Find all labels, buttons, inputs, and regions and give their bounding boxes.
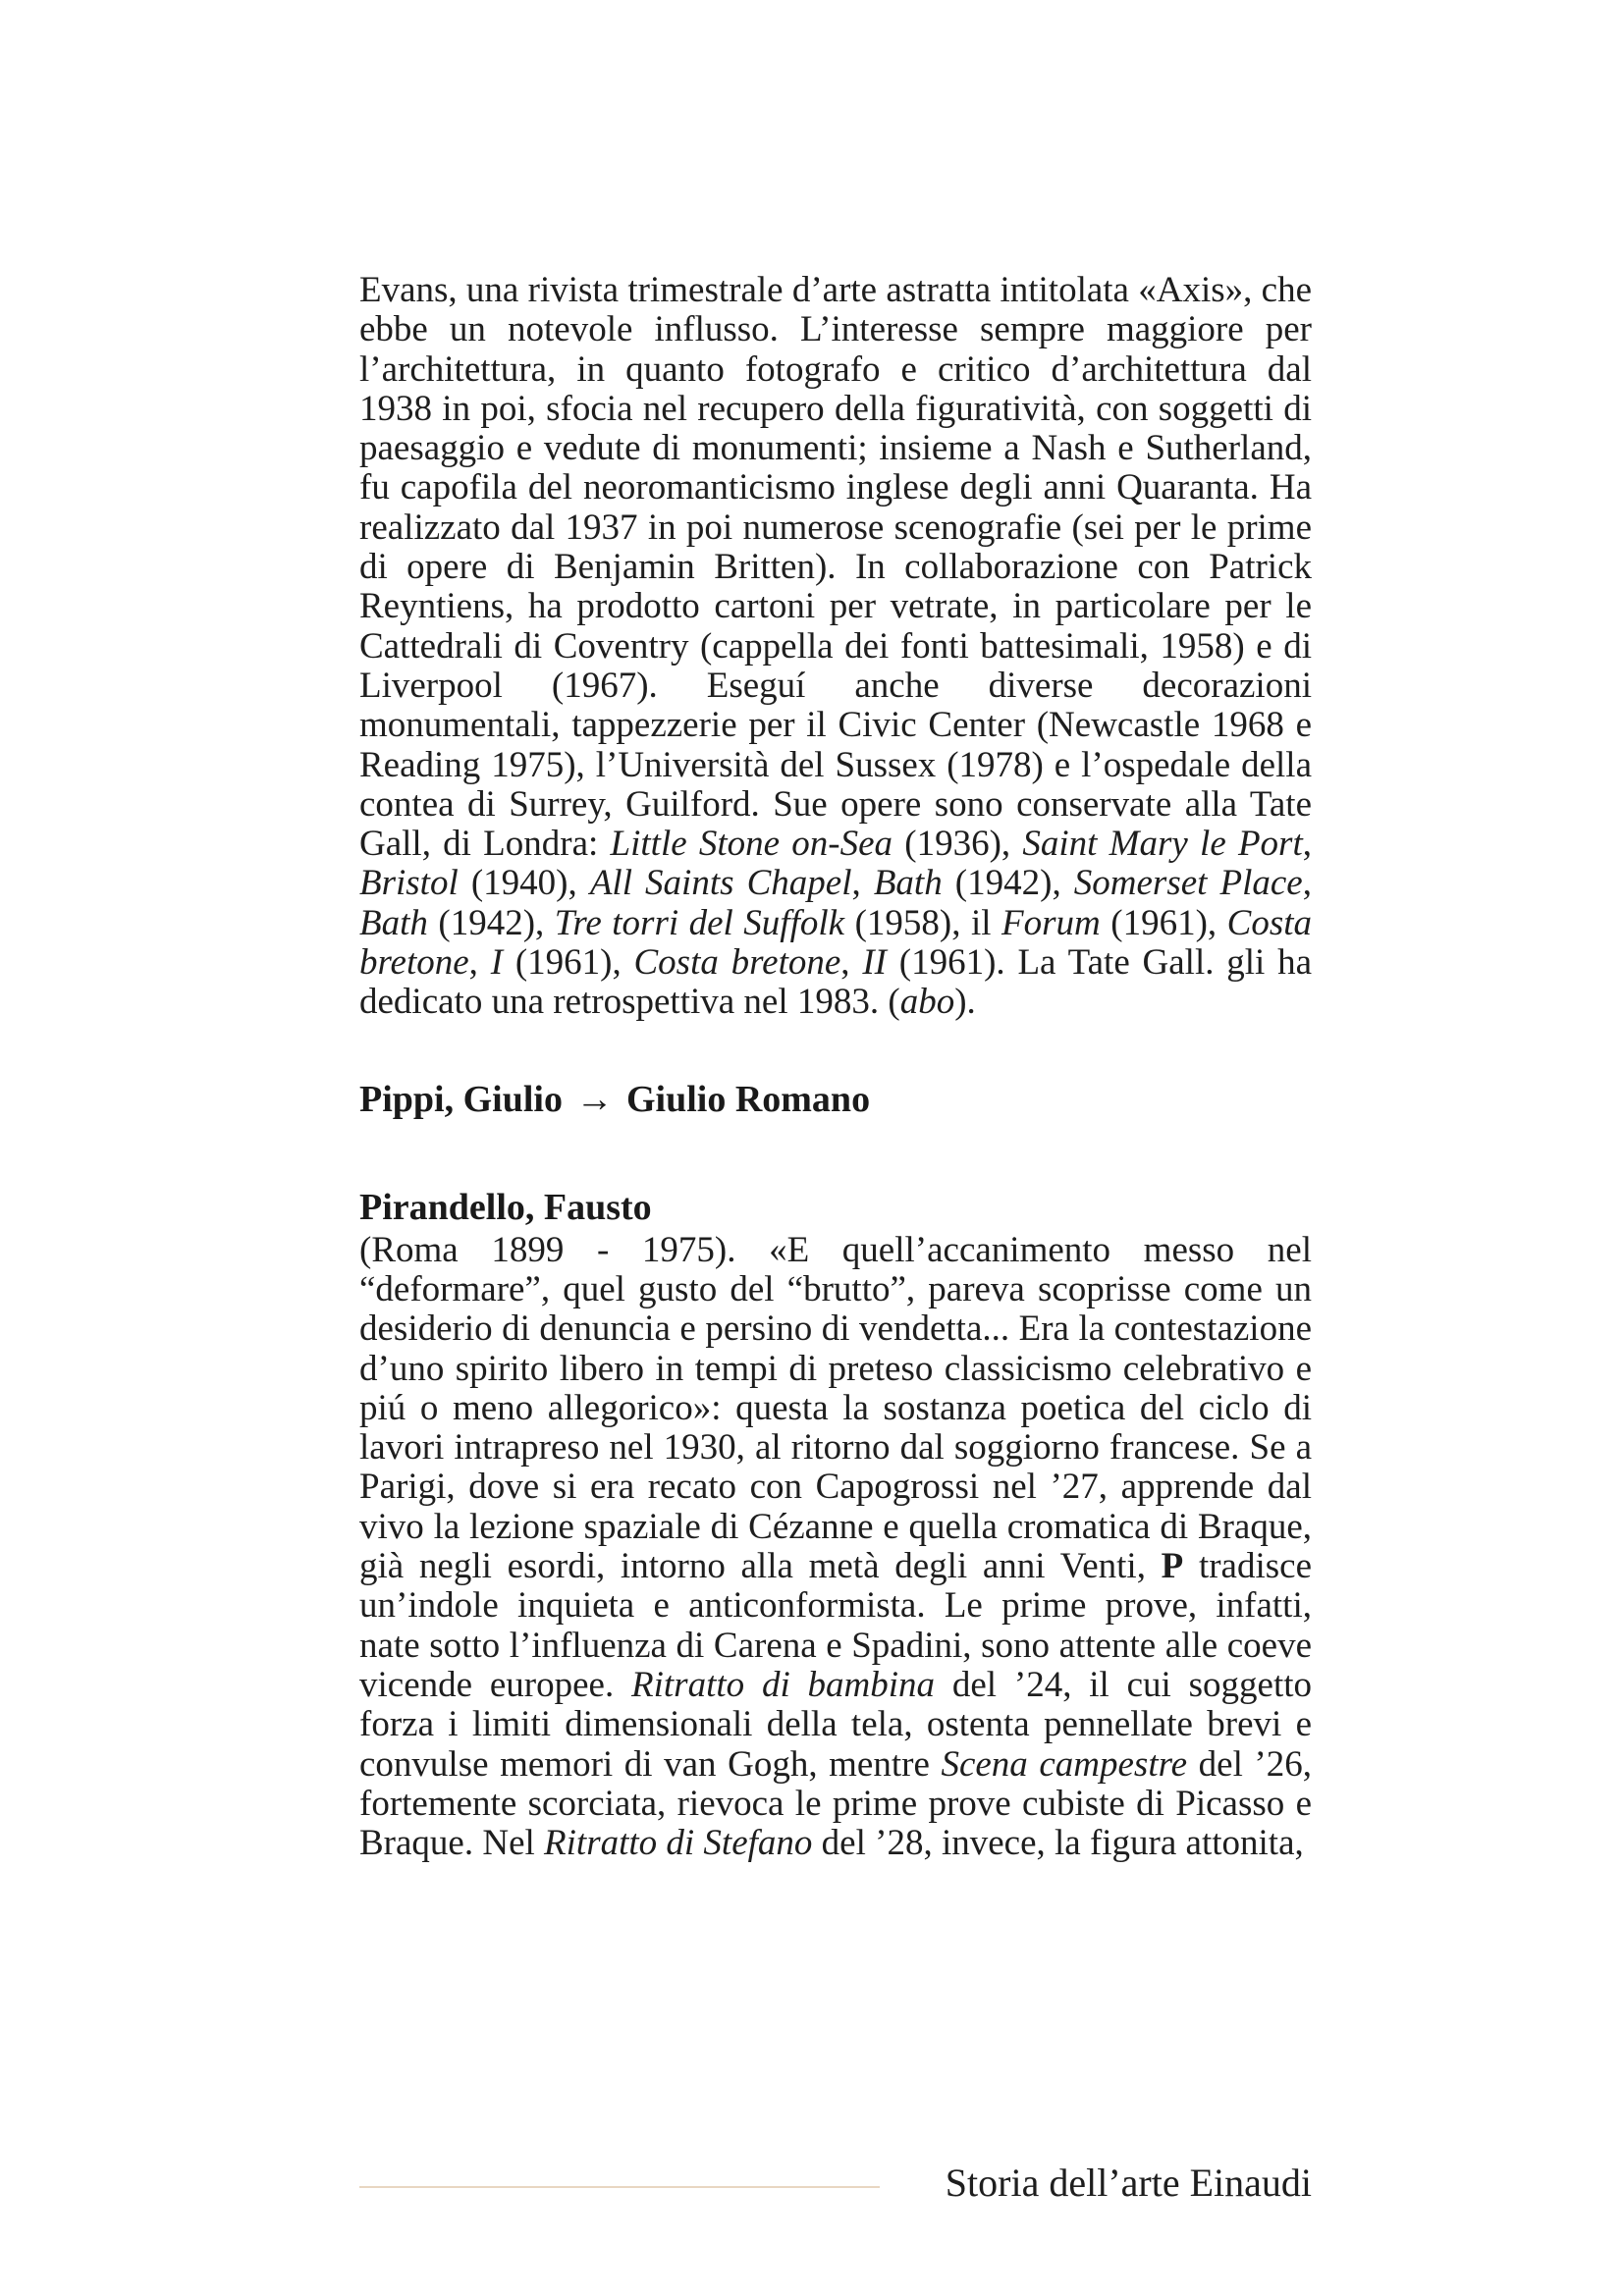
text-run: del ’28, invece, la figura attonita,	[812, 1823, 1304, 1864]
text-run: tradisce un’indole inquieta e anticonformista. Le prime prove, infatti, nate sotto l’influenza di Carena e Spadini, sono attente alle coeve vicende europee.	[359, 1546, 1313, 1705]
italic-title: abo	[899, 982, 955, 1023]
text-run: (1940),	[458, 863, 590, 904]
italic-title: All Saints Chapel	[589, 863, 852, 904]
page-body	[359, 271, 1312, 1863]
text-run: del ’24, il cui soggetto forza i limiti dimensionali della tela, ostenta pennellate brevi e convulse memori di van Gogh, mentre	[359, 1664, 1313, 1785]
arrow-right-icon: →	[575, 1078, 614, 1120]
footer-publication-title: Storia dell’arte Einaudi	[945, 2161, 1312, 2205]
text-run: ,	[468, 942, 491, 984]
cross-reference-name: Pippi, Giulio	[359, 1078, 563, 1120]
cross-reference-heading	[359, 1076, 1312, 1123]
text-run: ,	[1302, 863, 1312, 904]
italic-title: Costa bretone	[359, 902, 1312, 984]
text-run: (1958), il	[844, 902, 1002, 943]
footer-rule	[359, 2186, 880, 2188]
cross-reference-target[interactable]: Giulio Romano	[625, 1078, 871, 1120]
text-run: Evans, una rivista trimestrale d’arte astratta intitolata «Axis», che ebbe un notevole influsso. L’interesse sempre maggiore per l’architettura, in quanto fotografo e critico d’architettura dal 1938 in poi, sfocia nel recupero della figuratività, con soggetti di paesaggio e vedute di monumenti; insieme a Nash e Sutherland, fu capofila del neoromanticismo inglese degli anni Quaranta. Ha realizzato dal 1937 in poi numerose scenografie (sei per le prime di opere di Benjamin Britten). In collaborazione con Patrick Reyntiens, ha prodotto cartoni per vetrate, in particolare per le Cattedrali di Coventry (cappella dei fonti battesimali, 1958) e di Liverpool (1967). Eseguí anche diverse decorazioni monumentali, tappezzerie per il Civic Center (Newcastle 1968 e Reading 1975), l’Università del Sussex (1978) e l’ospedale della contea di Surrey, Guilford. Sue opere sono conservate alla Tate Gall, di Londra:	[359, 270, 1312, 865]
entry-heading-pirandello: Pirandello, Fausto	[359, 1186, 652, 1228]
italic-title: Scena campestre	[941, 1743, 1188, 1785]
text-run: (1961),	[1100, 902, 1227, 943]
italic-title: Little Stone on-Sea	[610, 824, 893, 865]
text-run: ,	[840, 942, 863, 984]
entry-continuation-text	[359, 271, 1312, 1023]
text-run: (1942),	[427, 902, 555, 943]
text-run: (1961),	[503, 942, 634, 984]
italic-title: Somerset Place	[1073, 863, 1303, 904]
text-run: ,	[1302, 824, 1312, 865]
italic-title: Ritratto di bambina	[631, 1664, 936, 1705]
entry-pirandello-paragraph	[359, 1231, 1312, 1864]
italic-title: I	[490, 942, 504, 984]
italic-title: Saint Mary le Port	[1022, 824, 1303, 865]
entry-continuation-paragraph	[359, 271, 1312, 1023]
italic-title: Bristol	[359, 863, 459, 904]
bold-abbreviation: P	[1161, 1546, 1184, 1587]
italic-title: Ritratto di Stefano	[544, 1823, 813, 1864]
text-run: (Roma 1899 - 1975). «E quell’accanimento messo nel “deformare”, quel gusto del “brutto”, pareva scoprisse come un desiderio di denuncia e persino di vendetta... Era la contestazione d’uno spirito libero in tempi di preteso classicismo celebrativo e piú o meno allegorico»: questa la sostanza poetica del ciclo di lavori intrapreso nel 1930, al ritorno dal soggiorno francese. Se a Parigi, dove si era recato con Capogrossi nel ’27, apprende dal vivo la lezione spaziale di Cézanne e quella cromatica di Braque, già negli esordi, intorno alla metà degli anni Venti,	[359, 1229, 1312, 1587]
text-run: (1942),	[942, 863, 1074, 904]
italic-title: Bath	[359, 902, 428, 943]
italic-title: II	[862, 942, 887, 984]
italic-title: Bath	[873, 863, 943, 904]
italic-title: Costa bretone	[633, 942, 841, 984]
text-run: ).	[954, 982, 976, 1023]
text-run: del ’26, fortemente scorciata, rievoca le prime prove cubiste di Picasso e Braque. Nel	[359, 1743, 1312, 1864]
entry-pirandello-text	[359, 1231, 1312, 1864]
text-run: ,	[851, 863, 874, 904]
text-run: (1936),	[893, 824, 1023, 865]
italic-title: Forum	[1001, 902, 1101, 943]
text-run: (1961). La Tate Gall. gli ha dedicato una retrospettiva nel 1983. (	[359, 942, 1313, 1023]
italic-title: Tre torri del Suffolk	[554, 902, 845, 943]
